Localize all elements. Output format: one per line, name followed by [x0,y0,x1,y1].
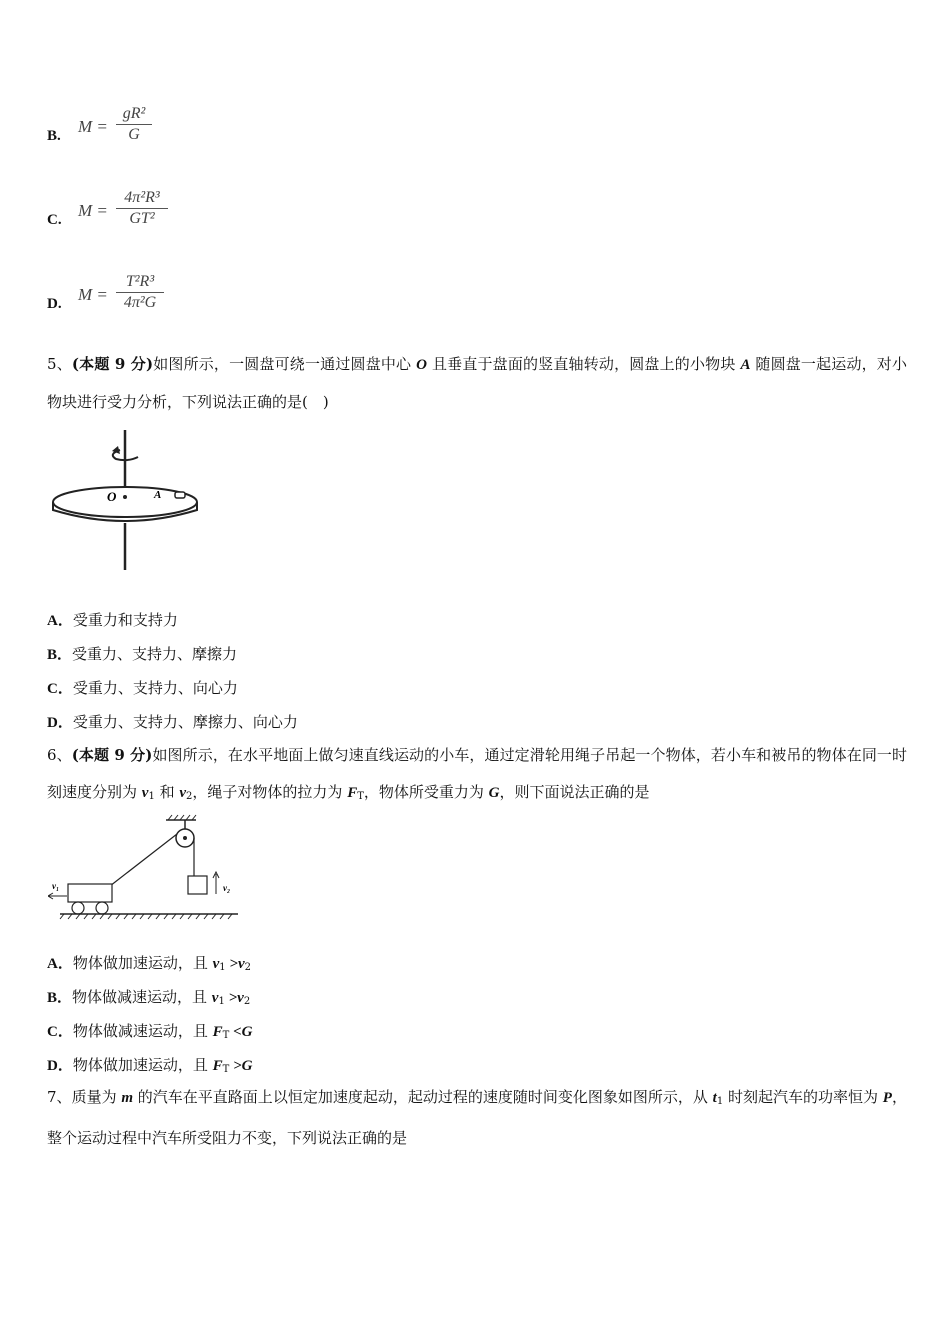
formula-b-fraction [116,104,152,145]
label-O: O [107,489,117,504]
question-7-stem: 7、质量为 m 的汽车在平直路面上以恒定加速度起动，起动过程的速度随时间变化图象如图所示，从 $t_1$ 时刻起汽车的功率恒为 P，整个运动过程中汽车所受阻力不变，下列说法正确的是 [47,1088,907,1147]
cart-body [68,884,112,902]
formula-b-numerator: gR² [122,105,146,122]
label-v1: v₁ [52,881,60,891]
option-c-letter: C. [47,212,62,228]
formula-c-denominator: GT² [129,210,155,227]
formula-b-lhs: M = [78,117,108,136]
label-A: A [154,489,162,501]
q6-option-b: B．物体做减速运动，且 $v_1 >v_2$ [47,988,251,1007]
q5-option-b: B．受重力、支持力、摩擦力 [47,645,238,663]
cart-pulley-figure [48,814,248,924]
label-v2: v₂ [223,883,231,893]
formula-c-lhs: M = [78,201,108,220]
cart-wheel-left [72,902,84,914]
center-point [123,495,127,499]
q5-option-a: A．受重力和支持力 [47,611,178,629]
hanging-block [188,876,207,894]
disk-figure [48,428,208,574]
formula-d-numerator: T²R³ [125,273,155,290]
disk-top [53,487,197,517]
q5-option-c: C．受重力、支持力、向心力 [47,679,238,697]
q5-option-d: D．受重力、支持力、摩擦力、向心力 [47,713,298,731]
small-block [175,492,185,498]
cart-wheel-right [96,902,108,914]
formula-d-fraction [116,272,164,313]
formula-c-fraction [116,188,168,229]
formula-c-numerator: 4π²R³ [124,189,160,206]
formula-b-denominator: G [128,126,140,143]
q6-option-d: D．物体做加速运动，且 $F_T >G$ [47,1056,253,1075]
rope-to-cart [110,834,177,886]
option-b-letter: B. [47,128,61,144]
q6-option-a: A．物体做加速运动，且 $v_1 >v_2$ [47,954,252,973]
q6-option-c: C．物体做减速运动，且 $F_T <G$ [47,1022,253,1041]
formula-d-lhs: M = [78,285,108,304]
formula-d-denominator: 4π²G [123,294,157,311]
question-5-stem: 5、(本题 9 分)如图所示，一圆盘可绕一通过圆盘中心 O 且垂直于盘面的竖直轴转动，圆盘上的小物块 A 随圆盘一起运动，对小物块进行受力分析，下列说法正确的是( ) [47,355,907,411]
question-6-stem: 6、(本题 9 分)如图所示，在水平地面上做匀速直线运动的小车，通过定滑轮用绳子吊起一个物体，若小车和被吊的物体在同一时刻速度分别为 $v_1$ 和 $v_2$，绳子对物体的拉力为 $F_T$，物体所受重力为 G，则下面说法正确的是 [47,746,908,802]
option-d-letter: D. [47,296,62,312]
